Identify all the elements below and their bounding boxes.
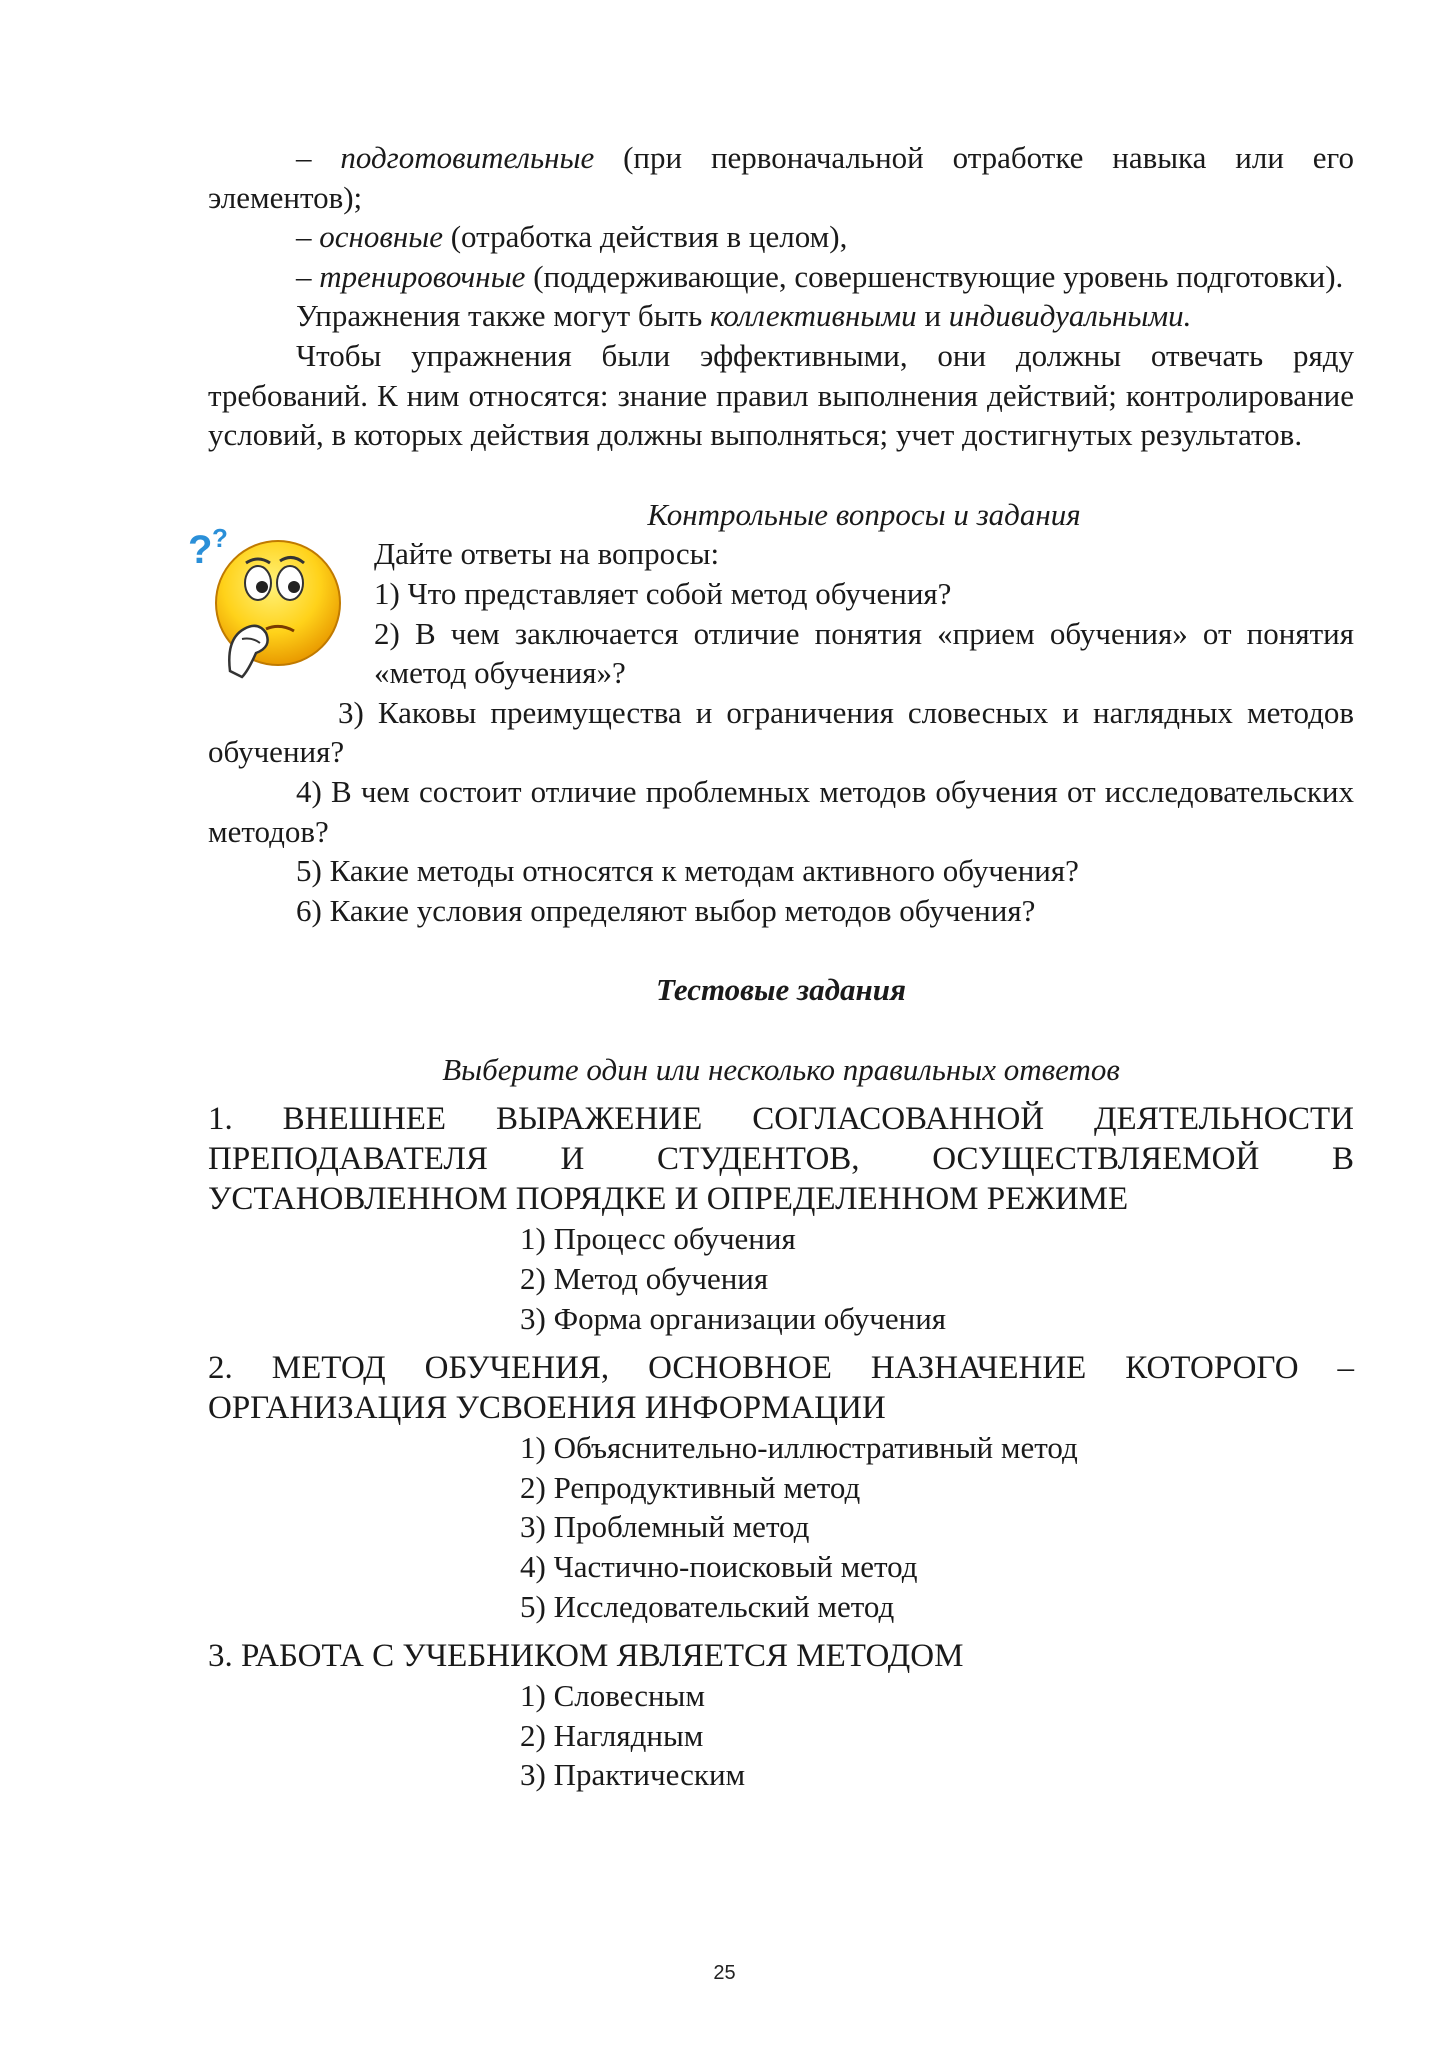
collective-paragraph: Упражнения также могут быть коллективными и индивидуальными. xyxy=(296,298,1192,334)
answer-option: 4) Частично-поисковый метод xyxy=(520,1549,918,1585)
test-question: 1. ВНЕШНЕЕ ВЫРАЖЕНИЕ СОГЛАСОВАННОЙ ДЕЯТЕЛЬНОСТИ ПРЕПОДАВАТЕЛЯ И СТУДЕНТОВ, ОСУЩЕСТВЛЯЕМОЙ В УСТАНОВЛЕННОМ ПОРЯДКЕ И ОПРЕДЕЛЕННОМ РЕЖИМЕ xyxy=(208,1101,1354,1218)
tests-heading: Тестовые задания xyxy=(656,972,906,1008)
answer-option: 2) Репродуктивный метод xyxy=(520,1469,861,1505)
test-item-3 xyxy=(208,1636,1354,1795)
page-number: 25 xyxy=(713,1962,736,1984)
answer-option: 1) Словесным xyxy=(520,1678,706,1714)
test-item-2 xyxy=(208,1348,1354,1626)
control-question: 2) В чем заключается отличие понятия «прием обучения» от понятия «метод обучения»? xyxy=(374,615,1354,691)
answer-option: 5) Исследовательский метод xyxy=(520,1588,895,1624)
term-training: тренировочные xyxy=(319,258,526,294)
svg-text:?: ? xyxy=(188,527,213,572)
answer-options xyxy=(520,1428,1354,1626)
control-heading: Контрольные вопросы и задания xyxy=(647,496,1081,532)
control-question: 1) Что представляет собой метод обучения? xyxy=(374,575,952,611)
page-body xyxy=(188,138,1354,1795)
tests-instruction: Выберите один или несколько правильных ответов xyxy=(442,1051,1120,1087)
term-individual: индивидуальными. xyxy=(948,298,1192,334)
answer-options xyxy=(520,1219,1354,1338)
svg-text:?: ? xyxy=(212,522,228,553)
intro-item-training: – тренировочные (поддерживающие, совершенствующие уровень подготовки). xyxy=(296,258,1344,294)
control-question: 3) Каковы преимущества и ограничения словесных и наглядных методов обучения? xyxy=(208,694,1354,770)
term-collective: коллективными xyxy=(709,298,917,334)
answer-option: 1) Процесс обучения xyxy=(520,1221,796,1257)
answer-option: 3) Проблемный метод xyxy=(520,1509,810,1545)
answer-option: 2) Метод обучения xyxy=(520,1261,769,1297)
requirements-paragraph: Чтобы упражнения были эффективными, они должны отвечать ряду требований. К ним относятся: знание правил выполнения действий; контролирование условий, в которых действия должны выполняться; учет достигнутых результатов. xyxy=(208,337,1354,453)
test-question: 2. МЕТОД ОБУЧЕНИЯ, ОСНОВНОЕ НАЗНАЧЕНИЕ КОТОРОГО – ОРГАНИЗАЦИЯ УСВОЕНИЯ ИНФОРМАЦИИ xyxy=(208,1350,1354,1427)
control-questions-block xyxy=(188,495,1354,931)
test-question: 3. РАБОТА С УЧЕБНИКОМ ЯВЛЯЕТСЯ МЕТОДОМ xyxy=(208,1638,964,1675)
control-lead: Дайте ответы на вопросы: xyxy=(374,536,720,572)
term-main: основные xyxy=(319,219,443,255)
intro-item-main: – основные (отработка действия в целом), xyxy=(296,219,848,255)
answer-option: 1) Объяснительно-иллюстративный метод xyxy=(520,1430,1078,1466)
thinking-smiley-icon xyxy=(186,521,346,681)
answer-option: 3) Практическим xyxy=(520,1757,746,1793)
term-preparatory: подготовительные xyxy=(340,140,595,175)
answer-option: 3) Форма организации обучения xyxy=(520,1300,947,1336)
intro-item-preparatory: – подготовительные (при первоначальной отработке навыка или его элементов); xyxy=(208,140,1354,215)
test-item-1 xyxy=(208,1099,1354,1338)
control-question: 4) В чем состоит отличие проблемных методов обучения от исследовательских методов? xyxy=(208,773,1354,849)
control-question: 6) Какие условия определяют выбор методов обучения? xyxy=(296,892,1036,928)
answer-option: 2) Наглядным xyxy=(520,1717,704,1753)
control-question: 5) Какие методы относятся к методам активного обучения? xyxy=(296,853,1079,889)
answer-options xyxy=(520,1676,1354,1795)
